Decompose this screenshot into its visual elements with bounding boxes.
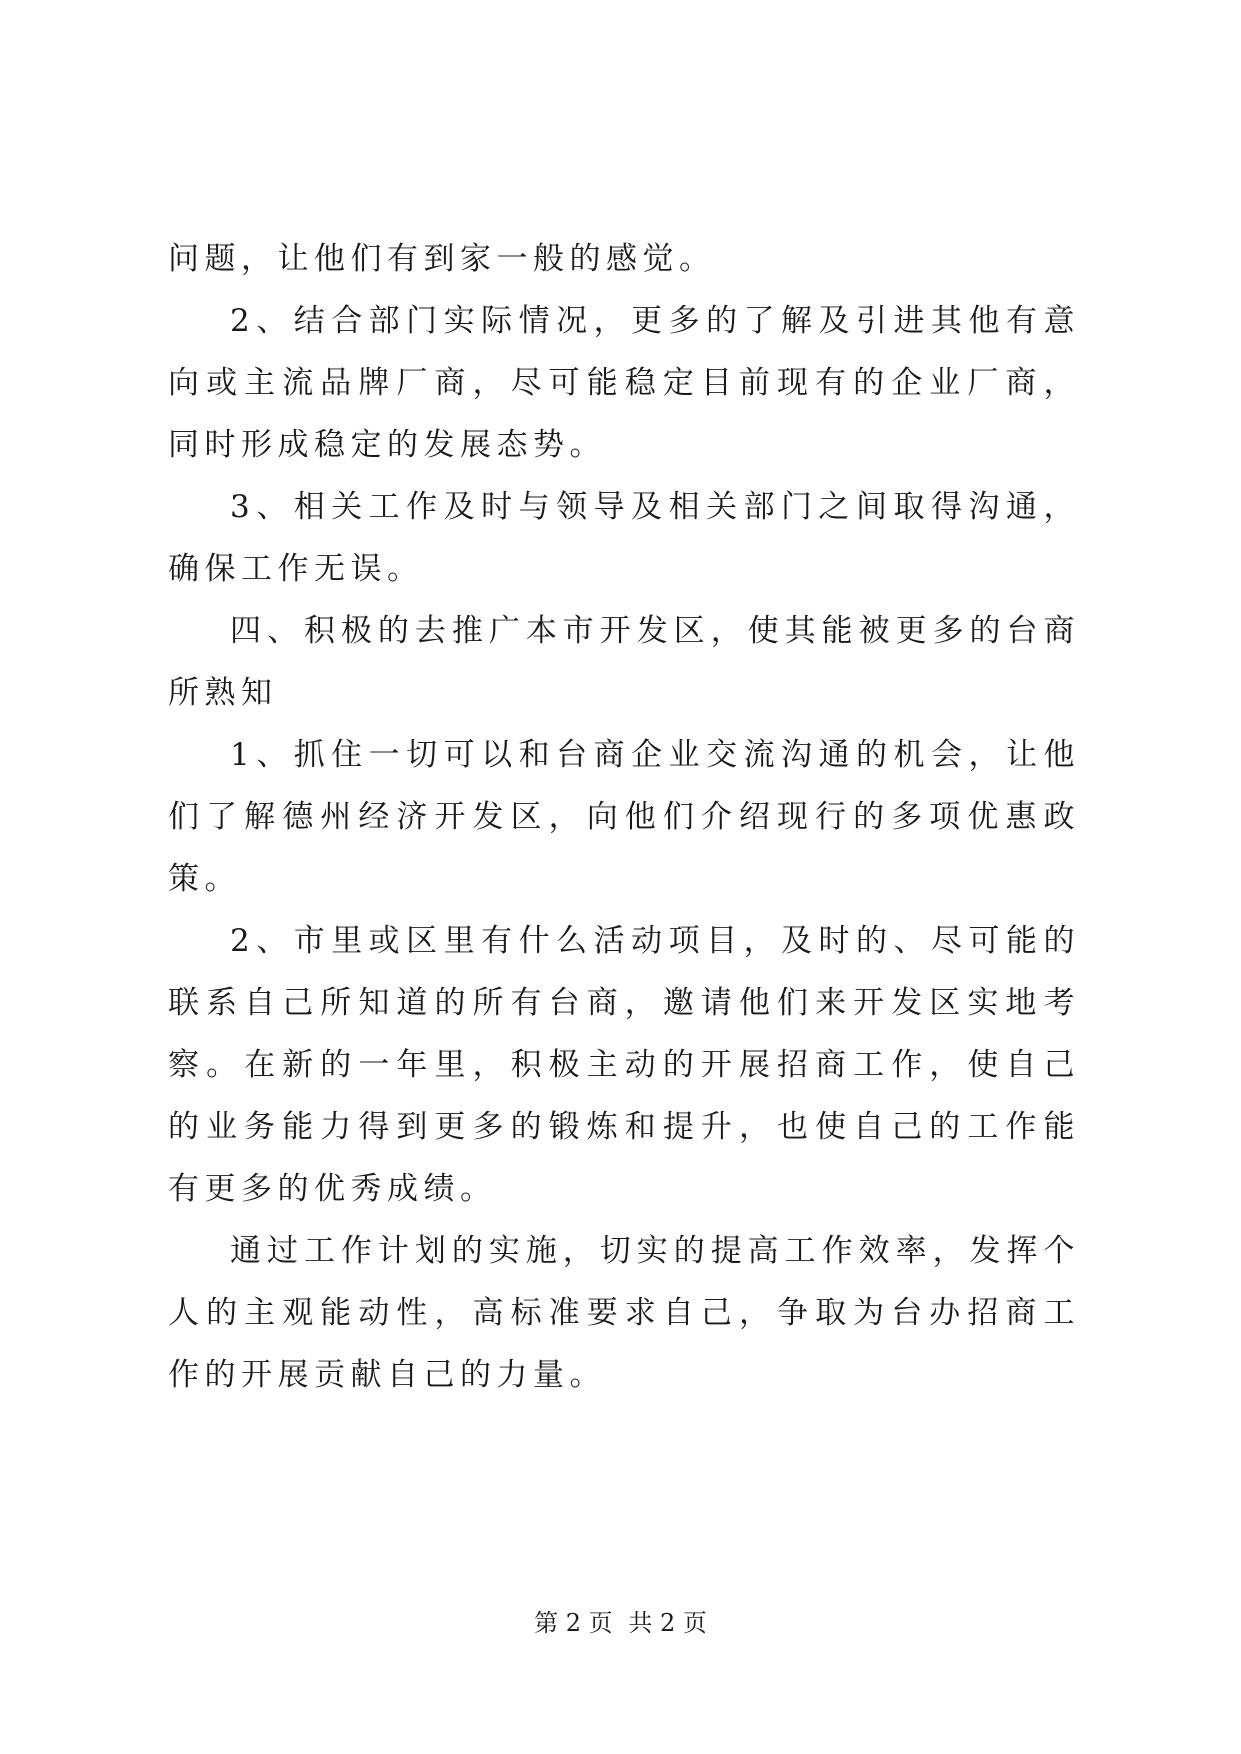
section-heading-4: 四、积极的去推广本市开发区，使其能被更多的台商所熟知 (168, 613, 1080, 711)
paragraph-item-1-opportunities: 1、抓住一切可以和台商企业交流沟通的机会，让他们了解德州经济开发区，向他们介绍现行的多项优惠政策。 (168, 737, 1080, 897)
page-number-current: 第 2 页 (534, 1609, 613, 1637)
paragraph-item-3-communication: 3、相关工作及时与领导及相关部门之间取得沟通，确保工作无误。 (168, 489, 1080, 587)
page-number-total: 共 2 页 (628, 1609, 707, 1637)
paragraph-conclusion: 通过工作计划的实施，切实的提高工作效率，发挥个人的主观能动性，高标准要求自己，争取为台办招商工作的开展贡献自己的力量。 (168, 1233, 1080, 1393)
page-footer (0, 1608, 1241, 1638)
paragraph-item-2-brands: 2、结合部门实际情况，更多的了解及引进其他有意向或主流品牌厂商，尽可能稳定目前现有的企业厂商，同时形成稳定的发展态势。 (168, 303, 1080, 463)
document-body (168, 228, 1080, 1406)
paragraph-continuation: 问题，让他们有到家一般的感觉。 (168, 241, 716, 277)
paragraph-item-2-activities: 2、市里或区里有什么活动项目，及时的、尽可能的联系自己所知道的所有台商，邀请他们来开发区实地考察。在新的一年里，积极主动的开展招商工作，使自己的业务能力得到更多的锻炼和提升，也使自己的工作能有更多的优秀成绩。 (168, 923, 1080, 1207)
